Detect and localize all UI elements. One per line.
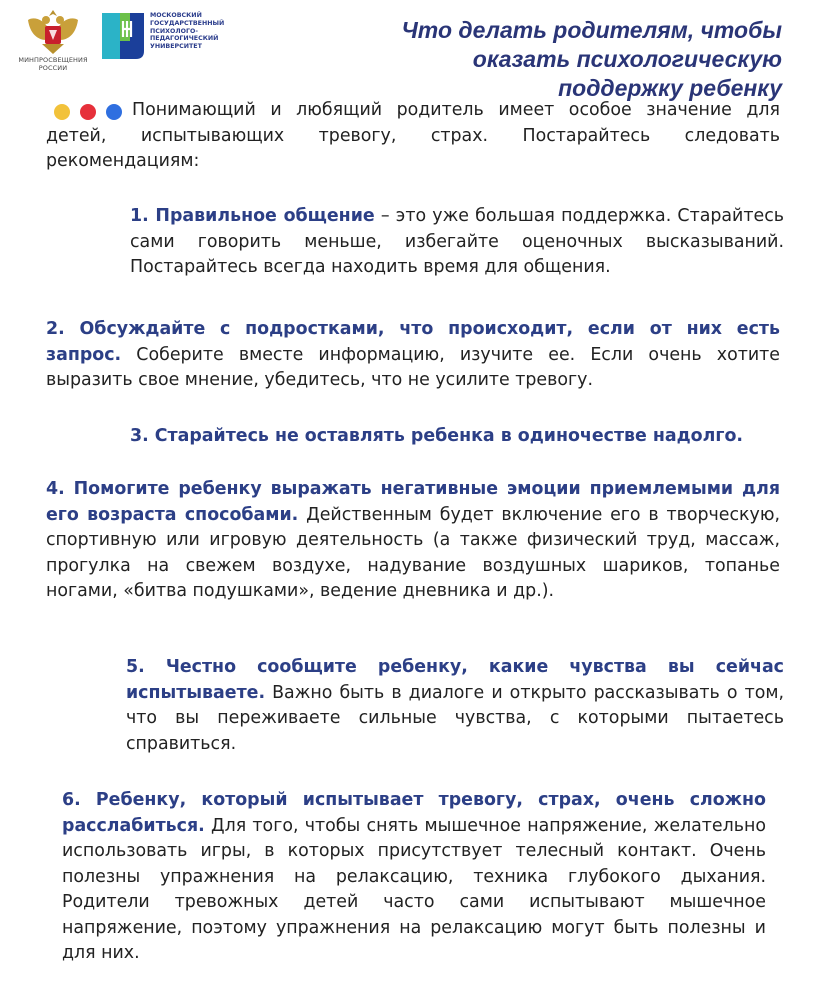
recommendation-4 (46, 477, 780, 605)
page-title: Что делать родителям, чтобы оказать психологическую поддержку ребенку (401, 17, 782, 101)
intro-paragraph: Понимающий и любящий родитель имеет особое значение для детей, испытывающих тревогу, страх. Постарайтесь следовать рекомендациям: (46, 100, 780, 171)
recommendation-text: Соберите вместе информацию, изучите ее. Если очень хотите выразить свое мнение, убедитесь, что не усилите тревогу. (46, 344, 780, 390)
recommendation-text: Важно быть в диалоге и открыто рассказывать о том, что вы переживаете сильные чувства, с которыми пытаетесь справиться. (126, 682, 784, 754)
ministry-caption: МИНПРОСВЕЩЕНИЯ РОССИИ (18, 56, 88, 72)
recommendation-2 (46, 317, 780, 394)
recommendation-heading: 2. Обсуждайте с подростками, что происходит, если от них есть запрос. (46, 319, 780, 365)
recommendation-heading: 3. Старайтесь не оставлять ребенка в одиночестве надолго. (130, 426, 744, 446)
recommendation-5 (126, 655, 784, 757)
recommendation-heading: 5. Честно сообщите ребенку, какие чувства вы сейчас испытываете. (126, 657, 784, 703)
university-name: МОСКОВСКИЙ ГОСУДАРСТВЕННЫЙ ПСИХОЛОГО-ПЕДАГОГИЧЕСКИЙ УНИВЕРСИТЕТ (150, 12, 225, 51)
recommendation-6 (62, 788, 766, 967)
recommendation-text: Для того, чтобы снять мышечное напряжение, желательно использовать игры, в которых присутствует телесный контакт. Очень полезны упражнения на релаксацию, техника глубокого дыхания. Родители тревожных детей часто сами испытывают мышечное напряжение, поэтому упражнения на релаксацию могут быть полезны и для них. (62, 815, 766, 963)
recommendation-text: Действенным будет включение его в творческую, спортивную или игровую деятельность (а также физический труд, массаж, прогулка на свежем воздухе, надувание воздушных шариков, топанье ногами, «битва подушками», ведение дневника и др.). (46, 504, 781, 601)
recommendation-3 (130, 424, 784, 450)
recommendation-1 (130, 204, 784, 281)
recommendation-heading: 1. Правильное общение (130, 206, 375, 226)
university-logo-icon (100, 11, 146, 61)
recommendation-heading: 6. Ребенку, который испытывает тревогу, страх, очень сложно расслабиться. (62, 790, 766, 836)
recommendation-heading: 4. Помогите ребенку выражать негативные эмоции приемлемыми для его возраста способами. (46, 479, 780, 525)
recommendation-text: – это уже большая поддержка. Старайтесь сами говорить меньше, избегайте оценочных высказываний. Постарайтесь всегда находить время для общения. (130, 206, 785, 277)
